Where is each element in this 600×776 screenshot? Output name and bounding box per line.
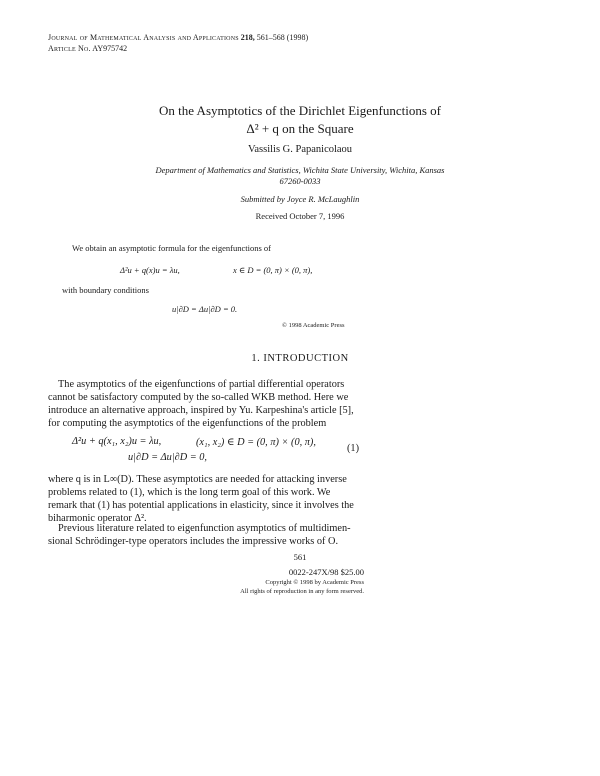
equation-1-line-1-right: (x₁, x₂) ∈ D = (0, π) × (0, π),: [196, 437, 316, 448]
author-name: Vassilis G. Papanicolaou: [247, 144, 353, 155]
paragraph-3-line: sional Schrödinger-type operators includes the impressive works of O.: [48, 536, 339, 547]
title-line-2: Δ² + q on the Square: [246, 121, 354, 136]
submitted-by: [0, 194, 600, 204]
abstract-boundary-intro: with boundary conditions: [62, 285, 149, 295]
footer-rights: All rights of reproduction in any form reserved.: [240, 588, 364, 595]
journal-volume: 218,: [240, 33, 255, 42]
abstract-boundary-equation: u|∂D = Δu|∂D = 0.: [172, 304, 238, 314]
journal-line: [48, 32, 308, 43]
affiliation-line-1: Department of Mathematics and Statistics, Wichita State University, Wichita, Kansas: [155, 165, 445, 175]
paragraph-1: [48, 378, 364, 430]
paragraph-1-line: cannot be satisfactory computed by the so-called WKB method. Here we: [48, 392, 349, 403]
paper-title: [0, 102, 600, 138]
article-number: AY975742: [92, 44, 128, 53]
abstract-equation-right: x ∈ D = (0, π) × (0, π),: [233, 265, 313, 275]
submitted-name: Joyce R. McLaughlin: [286, 194, 360, 204]
affiliation-line-2: 67260-0033: [279, 176, 321, 186]
title-line-1: On the Asymptotics of the Dirichlet Eigenfunctions of: [159, 103, 441, 118]
paragraph-1-line: The asymptotics of the eigenfunctions of partial differential operators: [58, 379, 345, 390]
paragraph-2-line: biharmonic operator Δ².: [48, 513, 147, 524]
affiliation: [60, 165, 540, 187]
journal-name: Journal of Mathematical Analysis and Applications: [48, 33, 239, 42]
equation-1-line-1-left: Δ²u + q(x₁, x₂)u = λu,: [72, 436, 162, 447]
submitted-prefix: Submitted by: [240, 194, 285, 204]
page-number: 561: [293, 552, 307, 562]
paragraph-3: [48, 522, 364, 548]
footer-price: 0022-247X/98 $25.00: [288, 567, 364, 577]
article-line: [48, 43, 308, 54]
paragraph-2-line: where q is in L∞(D). These asymptotics are needed for attacking inverse: [48, 474, 347, 485]
equation-1-line-2: u|∂D = Δu|∂D = 0,: [128, 452, 207, 463]
paragraph-2: [48, 473, 364, 525]
paragraph-2-line: problems related to (1), which is the long term goal of this work. We: [48, 487, 331, 498]
paragraph-1-line: introduce an alternative approach, inspired by Yu. Karpeshina's article [5],: [48, 405, 354, 416]
section-heading: 1. INTRODUCTION: [251, 353, 349, 364]
equation-number: (1): [347, 443, 360, 454]
paragraph-3-line: Previous literature related to eigenfunction asymptotics of multidimen-: [58, 523, 351, 534]
abstract-equation-left: Δ²u + q(x)u = λu,: [120, 265, 180, 275]
received-date: Received October 7, 1996: [255, 211, 345, 221]
footer-copyright: Copyright © 1998 by Academic Press: [265, 579, 364, 586]
abstract-intro: We obtain an asymptotic formula for the eigenfunctions of: [72, 243, 272, 253]
journal-header: [48, 32, 308, 54]
article-label: Article No.: [48, 44, 91, 53]
paragraph-2-line: remark that (1) has potential applications in elasticity, since it involves the: [48, 500, 354, 511]
paragraph-1-line: for computing the asymptotics of the eigenfunctions of the problem: [48, 418, 327, 429]
abstract-copyright: © 1998 Academic Press: [282, 322, 345, 329]
journal-pages-year: 561–568 (1998): [256, 33, 309, 42]
